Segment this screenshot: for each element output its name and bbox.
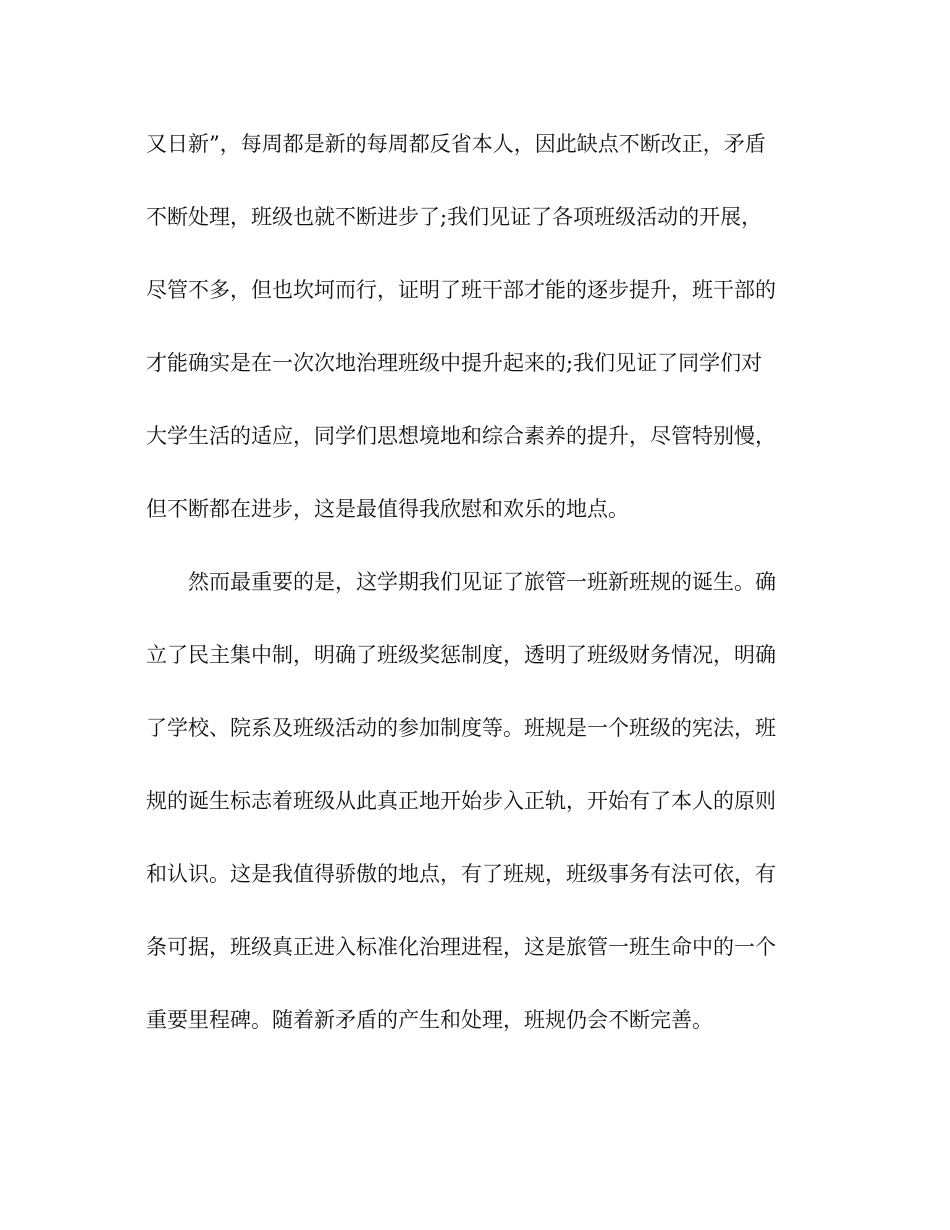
text-line: 和认识。这是我值得骄傲的地点，有了班规，班级事务有法可依，有 <box>146 862 776 886</box>
text-line: 然而最重要的是，这学期我们见证了旅管一班新班规的诞生。确 <box>146 570 776 594</box>
text-line: 了学校、院系及班级活动的参加制度等。班规是一个班级的宪法，班 <box>146 716 776 740</box>
text-line: 尽管不多，但也坎坷而行，证明了班干部才能的逐步提升，班干部的 <box>146 278 776 302</box>
text-line: 重要里程碑。随着新矛盾的产生和处理，班规仍会不断完善。 <box>146 1008 713 1032</box>
paragraph-1 <box>146 118 806 556</box>
text-line: 规的诞生标志着班级从此真正地开始步入正轨，开始有了本人的原则 <box>146 789 776 813</box>
text-line: 才能确实是在一次次地治理班级中提升起来的;我们见证了同学们对 <box>146 351 763 375</box>
text-line: 不断处理，班级也就不断进步了;我们见证了各项班级活动的开展， <box>146 205 763 229</box>
body-text <box>146 118 806 1067</box>
text-line: 立了民主集中制，明确了班级奖惩制度，透明了班级财务情况，明确 <box>146 643 776 667</box>
text-line: 但不断都在进步，这是最值得我欣慰和欢乐的地点。 <box>146 497 629 521</box>
paragraph-2 <box>146 556 806 1067</box>
text-line: 又日新”，每周都是新的每周都反省本人，因此缺点不断改正，矛盾 <box>146 132 766 156</box>
text-line: 大学生活的适应，同学们思想境地和综合素养的提升，尽管特别慢， <box>146 424 776 448</box>
text-line: 条可据，班级真正进入标准化治理进程，这是旅管一班生命中的一个 <box>146 935 776 959</box>
